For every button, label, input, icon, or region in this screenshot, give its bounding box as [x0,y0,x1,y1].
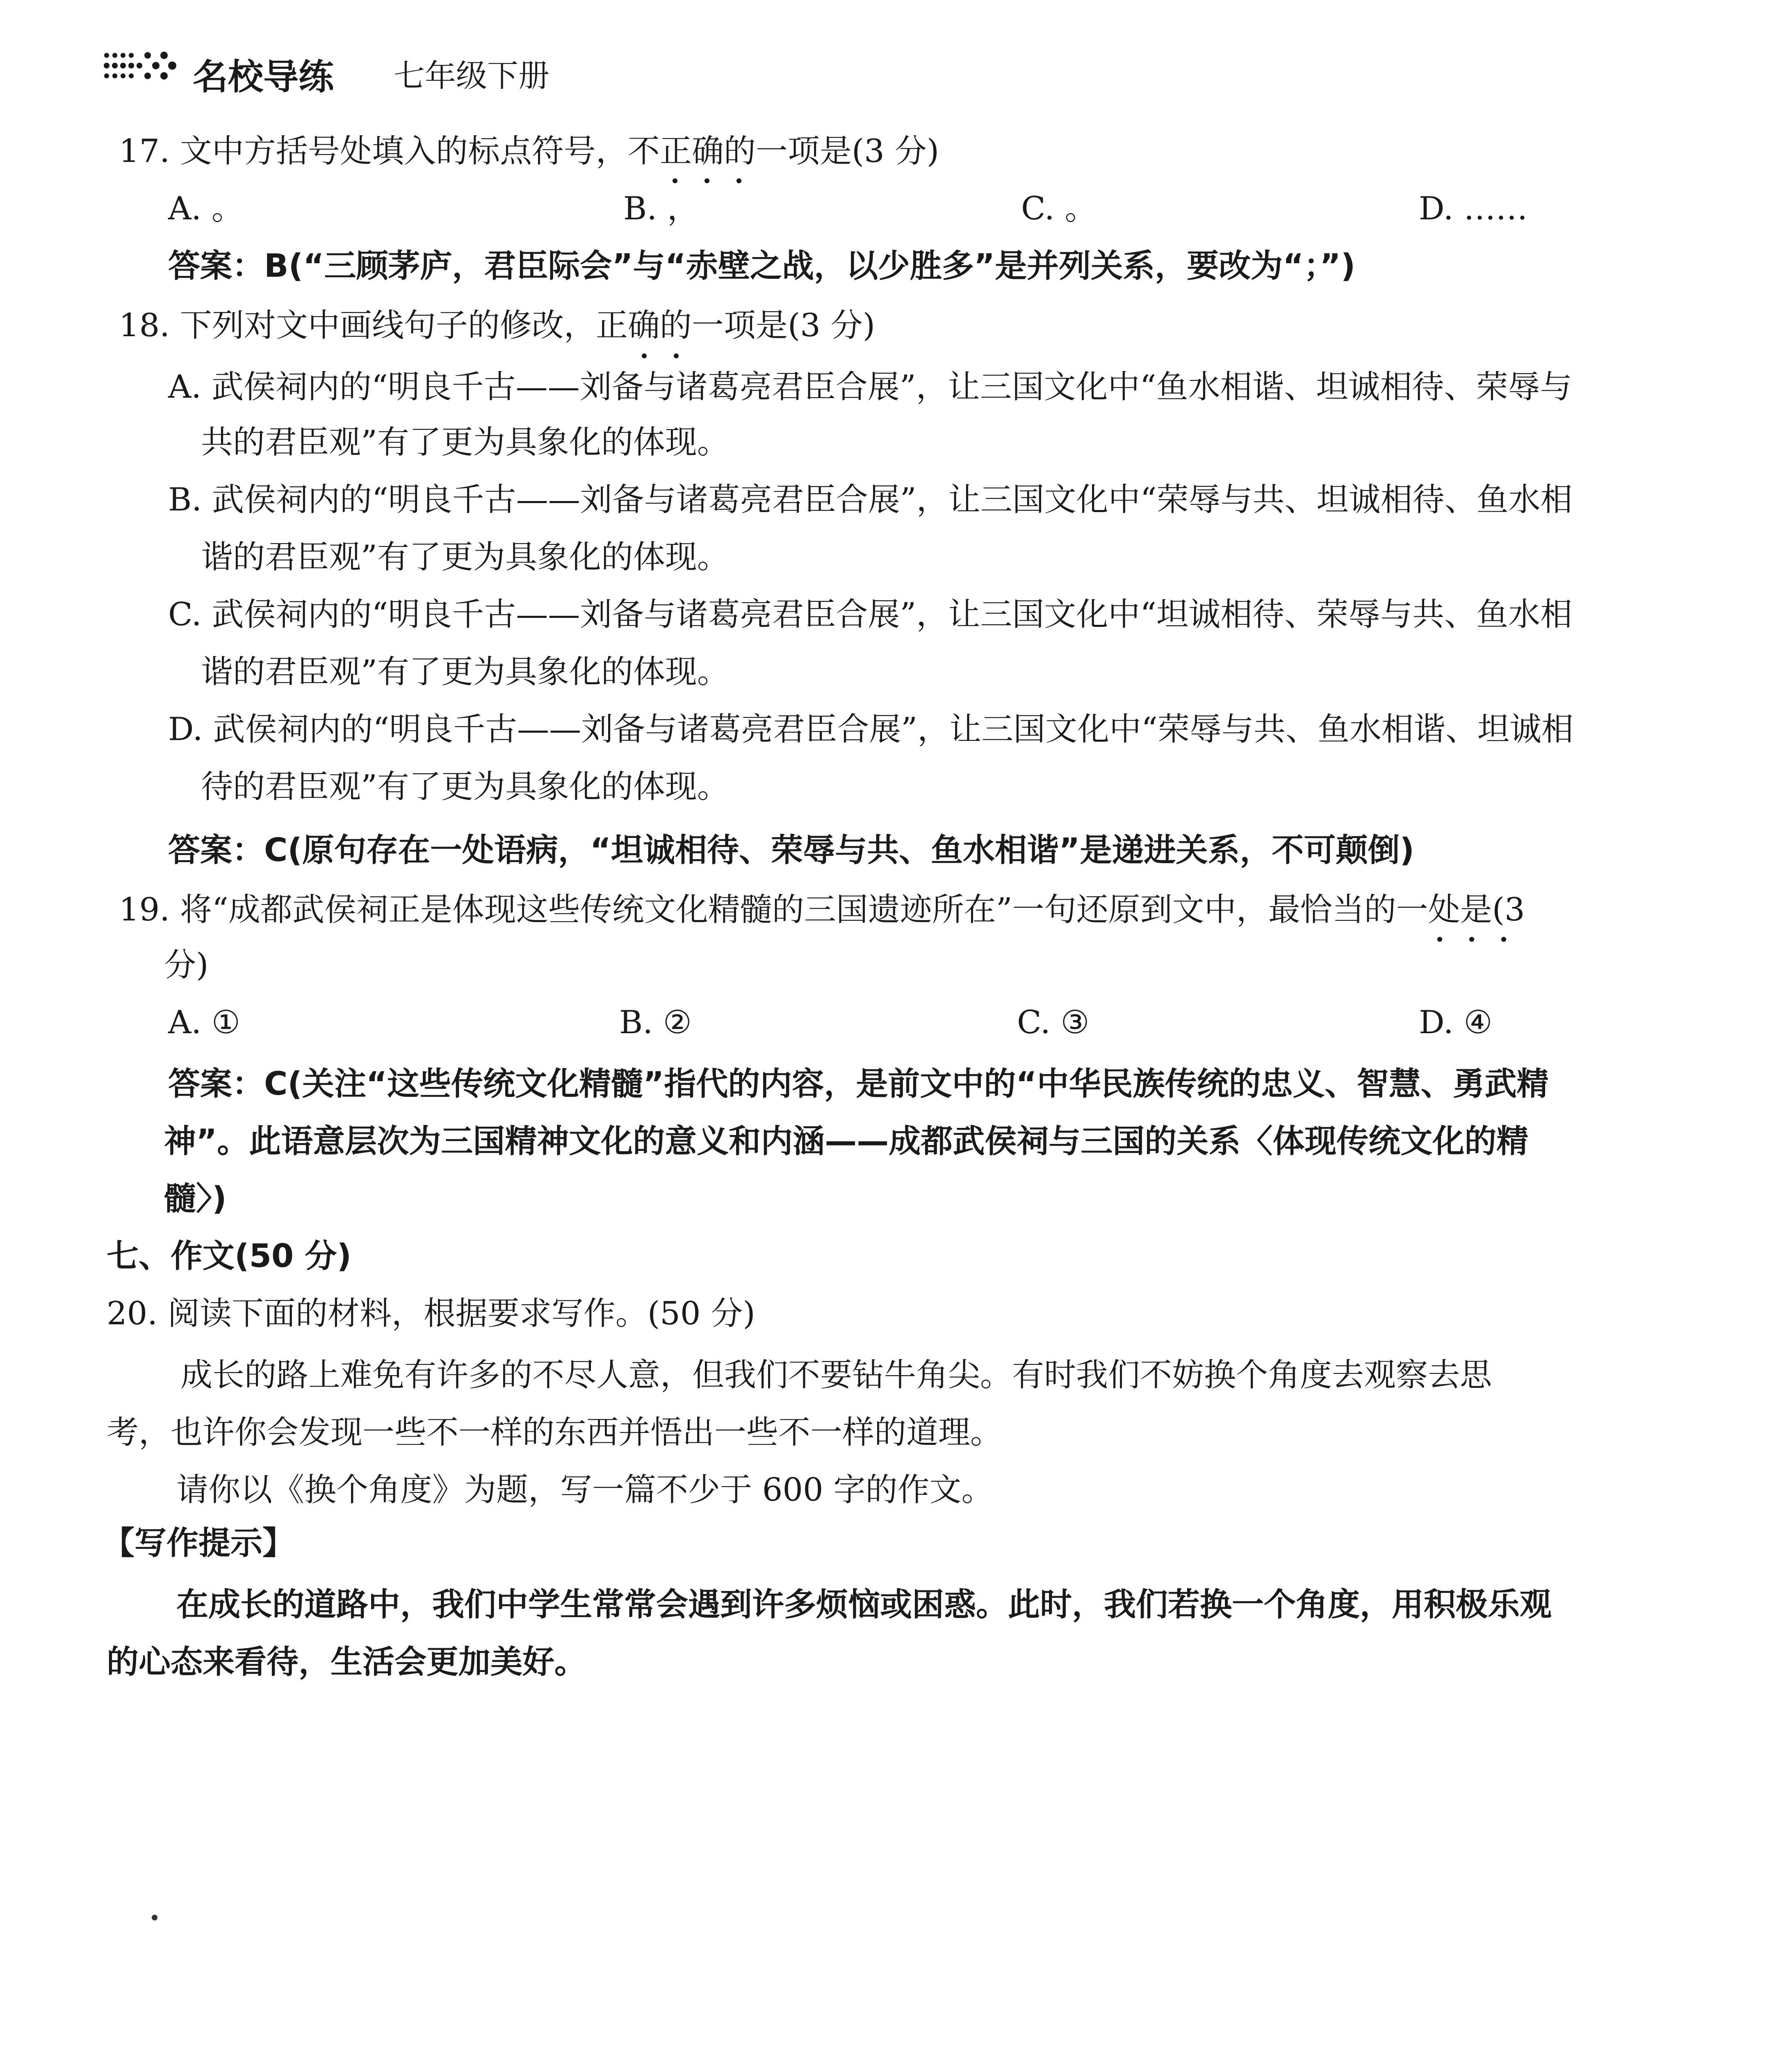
q19-answer-line1: 答案：C(关注“这些传统文化精髓”指代的内容，是前文中的“中华民族传统的忠义、智慧、勇武精 [168,1066,1549,1102]
q17-option-b: B. ， [623,190,699,227]
writing-tips-title: 【写作提示】 [103,1525,295,1562]
q18-option-c-line1: C. 武侯祠内的“明良千古——刘备与诸葛亮君臣合展”，让三国文化中“坦诚相待、荣辱与共、鱼水相 [168,596,1573,633]
q19-option-c: C. ③ [1017,1004,1090,1041]
writing-tips-line2: 的心态来看待，生活会更加美好。 [107,1644,587,1681]
q18-answer: 答案：C(原句存在一处语病，“坦诚相待、荣辱与共、鱼水相谐”是递进关系，不可颠倒) [168,832,1415,869]
writing-tips-line1: 在成长的道路中，我们中学生常常会遇到许多烦恼或困惑。此时，我们若换一个角度，用积极乐观 [176,1586,1552,1623]
emphasis-dot [1437,937,1442,942]
q18-option-b-line1: B. 武侯祠内的“明良千古——刘备与诸葛亮君臣合展”，让三国文化中“荣辱与共、坦诚相待、鱼水相 [168,481,1573,518]
header-book-title: 七年级下册 [394,57,549,94]
header-brand: 名校导练 [193,57,334,98]
q17-option-d: D. …… [1419,190,1528,227]
emphasis-dot [704,178,709,183]
q19-answer-line3: 髓〉) [164,1180,227,1217]
header-dots-logo [103,49,185,82]
q18-stem: 18. 下列对文中画线句子的修改，正确的一项是(3 分) [119,307,875,344]
q18-option-a-line2: 共的君臣观”有了更为具象化的体现。 [201,424,729,461]
q19-stem-line2: 分) [164,947,209,984]
emphasis-dot [673,178,677,183]
q18-option-d-line2: 待的君臣观”有了更为具象化的体现。 [201,768,729,805]
emphasis-dot [1501,937,1506,942]
scan-speck [152,1915,157,1920]
emphasis-dot [736,178,741,183]
emphasis-dot [1469,937,1474,942]
q20-stem: 20. 阅读下面的材料，根据要求写作。(50 分) [107,1295,755,1332]
emphasis-dot [642,353,647,358]
q18-option-c-line2: 谐的君臣观”有了更为具象化的体现。 [201,654,729,690]
q18-option-d-line1: D. 武侯祠内的“明良千古——刘备与诸葛亮君臣合展”，让三国文化中“荣辱与共、鱼水相谐、坦诚相 [168,711,1573,748]
q20-requirement: 请你以《换个角度》为题，写一篇不少于 600 字的作文。 [176,1471,994,1508]
q17-stem: 17. 文中方括号处填入的标点符号，不正确的一项是(3 分) [119,133,939,170]
q19-option-b: B. ② [619,1004,692,1041]
q17-answer: 答案：B(“三顾茅庐，君臣际会”与“赤壁之战，以少胜多”是并列关系，要改为“；”) [168,248,1356,285]
q19-answer-line2: 神”。此语意层次为三国精神文化的意义和内涵——成都武侯祠与三国的关系〈体现传统文化的精 [164,1123,1529,1160]
q19-stem-line1: 19. 将“成都武侯祠正是体现这些传统文化精髓的三国遗迹所在”一句还原到文中，最恰当的一处是(3 [119,891,1525,928]
q18-option-b-line2: 谐的君臣观”有了更为具象化的体现。 [201,539,729,576]
q19-option-a: A. ① [168,1004,240,1041]
q19-option-d: D. ④ [1419,1004,1493,1041]
q20-material-line2: 考，也许你会发现一些不一样的东西并悟出一些不一样的道理。 [107,1414,1003,1451]
q17-option-a: A. 。 [168,190,244,227]
section-7-title: 七、作文(50 分) [107,1238,351,1275]
q18-option-a-line1: A. 武侯祠内的“明良千古——刘备与诸葛亮君臣合展”，让三国文化中“鱼水相谐、坦诚相待、荣辱与 [168,369,1572,405]
q20-material-line1: 成长的路上难免有许多的不尽人意，但我们不要钻牛角尖。有时我们不妨换个角度去观察去思 [180,1357,1492,1394]
emphasis-dot [674,353,679,358]
q17-option-c: C. 。 [1021,190,1097,227]
